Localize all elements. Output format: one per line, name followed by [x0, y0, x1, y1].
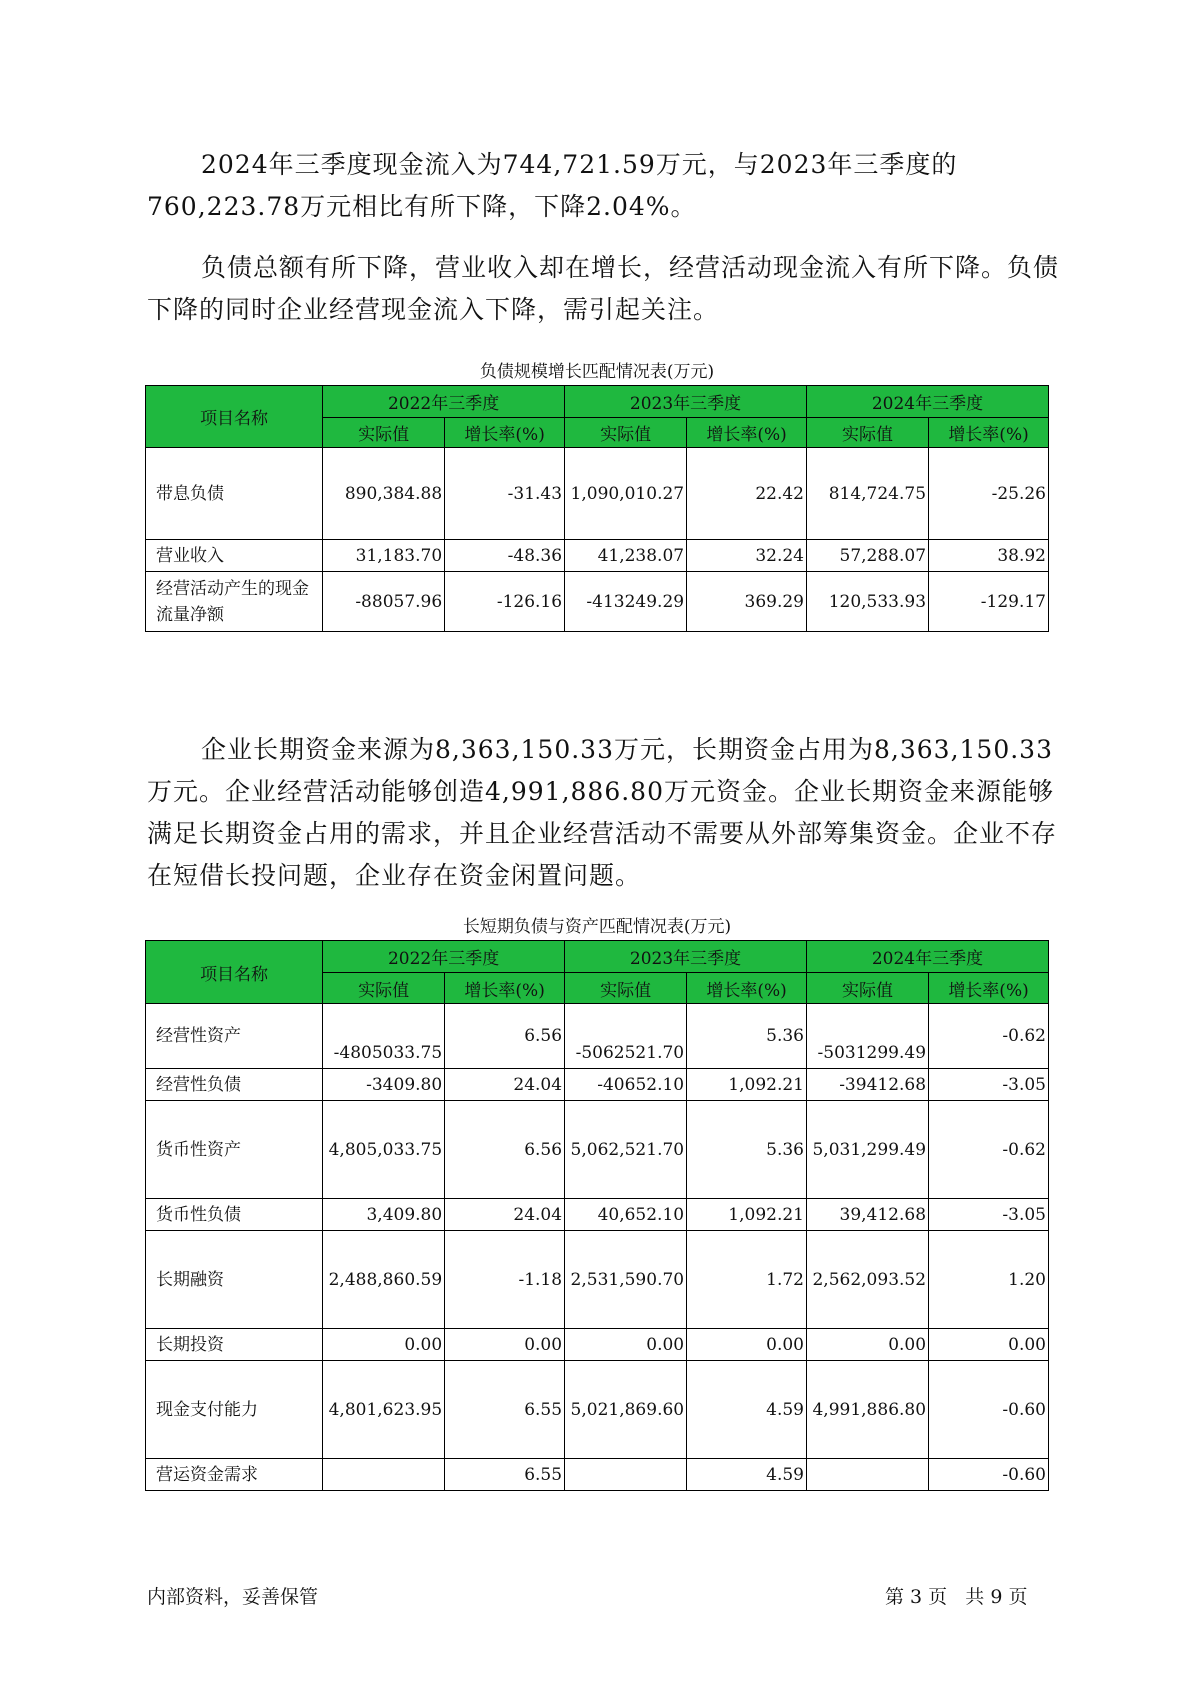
table-cell: 1,092.21 [687, 1069, 807, 1101]
table2-caption: 长短期负债与资产匹配情况表(万元) [462, 917, 732, 937]
row-label: 经营活动产生的现金流量净额 [146, 572, 323, 632]
paragraph-long-term-funds: 企业长期资金来源为8,363,150.33万元，长期资金占用为8,363,150.33万元。企业经营活动能够创造4,991,886.80万元资金。企业长期资金来源能够满足长期资金占用的需求，并且企业经营活动不需要从外部筹集资金。企业不存在短借长投问题，企业存在资金闲置问题。 [147, 735, 1058, 890]
row-label: 货币性负债 [146, 1199, 323, 1231]
debt-growth-table [145, 385, 1049, 632]
paragraph-debt-analysis: 负债总额有所下降，营业收入却在增长，经营活动现金流入有所下降。负债下降的同时企业经营现金流入下降，需引起关注。 [147, 253, 1060, 324]
table-cell: -1.18 [445, 1231, 565, 1329]
table-cell: -31.43 [445, 448, 565, 540]
footer-page-number: 第 3 页 共 9 页 [885, 1586, 1028, 1608]
table-cell: -129.17 [929, 572, 1049, 632]
table-cell: 2,562,093.52 [807, 1231, 929, 1329]
table-cell: 6.55 [445, 1361, 565, 1459]
row-label: 营业收入 [146, 540, 323, 572]
row-label: 长期融资 [146, 1231, 323, 1329]
table-cell: 369.29 [687, 572, 807, 632]
header-actual: 实际值 [565, 418, 687, 448]
footer-confidential-note: 内部资料，妥善保管 [147, 1586, 319, 1608]
table-cell: 6.55 [445, 1459, 565, 1491]
table-row [146, 1459, 1049, 1491]
table-cell: 6.56 [445, 1101, 565, 1199]
table-cell: 22.42 [687, 448, 807, 540]
header-growth: 增长率(%) [445, 418, 565, 448]
header-actual: 实际值 [323, 973, 445, 1004]
header-actual: 实际值 [565, 973, 687, 1004]
table-cell: 5,062,521.70 [565, 1101, 687, 1199]
table-cell: -413249.29 [565, 572, 687, 632]
table-cell: -4805033.75 [323, 1004, 445, 1069]
header-actual: 实际值 [807, 973, 929, 1004]
table-cell: 2,488,860.59 [323, 1231, 445, 1329]
table-cell: 1,090,010.27 [565, 448, 687, 540]
table-cell: 39,412.68 [807, 1199, 929, 1231]
table-cell: -3.05 [929, 1199, 1049, 1231]
table-cell: 890,384.88 [323, 448, 445, 540]
table-cell: -3409.80 [323, 1069, 445, 1101]
row-label: 经营性资产 [146, 1004, 323, 1069]
header-period-2023: 2023年三季度 [565, 386, 807, 418]
table-cell: 57,288.07 [807, 540, 929, 572]
table-cell: 0.00 [565, 1329, 687, 1361]
row-label: 带息负债 [146, 448, 323, 540]
table-cell: 814,724.75 [807, 448, 929, 540]
table-cell: -3.05 [929, 1069, 1049, 1101]
header-item-name: 项目名称 [146, 386, 323, 448]
row-label: 长期投资 [146, 1329, 323, 1361]
table-cell: -0.60 [929, 1459, 1049, 1491]
table-cell [807, 1459, 929, 1491]
table-cell: 4,801,623.95 [323, 1361, 445, 1459]
row-label: 营运资金需求 [146, 1459, 323, 1491]
table-row [146, 1004, 1049, 1069]
header-growth: 增长率(%) [929, 418, 1049, 448]
header-period-2022: 2022年三季度 [323, 386, 565, 418]
header-period-2024: 2024年三季度 [807, 386, 1049, 418]
table-cell: -0.62 [929, 1004, 1049, 1069]
table-cell: 24.04 [445, 1069, 565, 1101]
header-actual: 实际值 [323, 418, 445, 448]
table-cell: 32.24 [687, 540, 807, 572]
table-cell: 0.00 [807, 1329, 929, 1361]
table-row [146, 1199, 1049, 1231]
table-cell [565, 1459, 687, 1491]
table-cell: -5031299.49 [807, 1004, 929, 1069]
table-cell: -48.36 [445, 540, 565, 572]
table-cell: -88057.96 [323, 572, 445, 632]
table-cell: 1.72 [687, 1231, 807, 1329]
header-growth: 增长率(%) [929, 973, 1049, 1004]
table-cell: 0.00 [445, 1329, 565, 1361]
table-cell: 0.00 [929, 1329, 1049, 1361]
table-row [146, 448, 1049, 540]
header-actual: 实际值 [807, 418, 929, 448]
table-cell: 1,092.21 [687, 1199, 807, 1231]
table-cell: 3,409.80 [323, 1199, 445, 1231]
table-cell [323, 1459, 445, 1491]
row-label: 经营性负债 [146, 1069, 323, 1101]
table-cell: -25.26 [929, 448, 1049, 540]
table-cell: 5.36 [687, 1101, 807, 1199]
table-cell: 4.59 [687, 1459, 807, 1491]
table-cell: 38.92 [929, 540, 1049, 572]
table-cell: 120,533.93 [807, 572, 929, 632]
paragraph-cash-inflow: 2024年三季度现金流入为744,721.59万元，与2023年三季度的760,223.78万元相比有所下降，下降2.04%。 [147, 150, 958, 221]
table-cell: 2,531,590.70 [565, 1231, 687, 1329]
table-cell: 4,805,033.75 [323, 1101, 445, 1199]
header-growth: 增长率(%) [687, 418, 807, 448]
header-growth: 增长率(%) [687, 973, 807, 1004]
table-cell: 6.56 [445, 1004, 565, 1069]
table-cell: 5,031,299.49 [807, 1101, 929, 1199]
header-growth: 增长率(%) [445, 973, 565, 1004]
table-cell: 5,021,869.60 [565, 1361, 687, 1459]
table-row [146, 1361, 1049, 1459]
row-label: 货币性资产 [146, 1101, 323, 1199]
table-cell: 4.59 [687, 1361, 807, 1459]
header-period-2023: 2023年三季度 [565, 941, 807, 973]
table-cell: 0.00 [687, 1329, 807, 1361]
table-cell: -0.62 [929, 1101, 1049, 1199]
table-cell: 1.20 [929, 1231, 1049, 1329]
header-period-2024: 2024年三季度 [807, 941, 1049, 973]
table-cell: 40,652.10 [565, 1199, 687, 1231]
table-cell: 4,991,886.80 [807, 1361, 929, 1459]
table-cell: 31,183.70 [323, 540, 445, 572]
table-cell: 24.04 [445, 1199, 565, 1231]
table-cell: -5062521.70 [565, 1004, 687, 1069]
table-cell: -40652.10 [565, 1069, 687, 1101]
table-row [146, 572, 1049, 632]
table-row [146, 540, 1049, 572]
table1-caption: 负债规模增长匹配情况表(万元) [479, 362, 715, 382]
table-row [146, 1231, 1049, 1329]
table-cell: 41,238.07 [565, 540, 687, 572]
header-item-name: 项目名称 [146, 941, 323, 1004]
table-cell: -39412.68 [807, 1069, 929, 1101]
row-label: 现金支付能力 [146, 1361, 323, 1459]
table-cell: 0.00 [323, 1329, 445, 1361]
liability-asset-match-table [145, 940, 1049, 1491]
table-row [146, 1329, 1049, 1361]
table-row [146, 1101, 1049, 1199]
header-period-2022: 2022年三季度 [323, 941, 565, 973]
table-cell: 5.36 [687, 1004, 807, 1069]
table-row [146, 1069, 1049, 1101]
table-cell: -0.60 [929, 1361, 1049, 1459]
table-cell: -126.16 [445, 572, 565, 632]
